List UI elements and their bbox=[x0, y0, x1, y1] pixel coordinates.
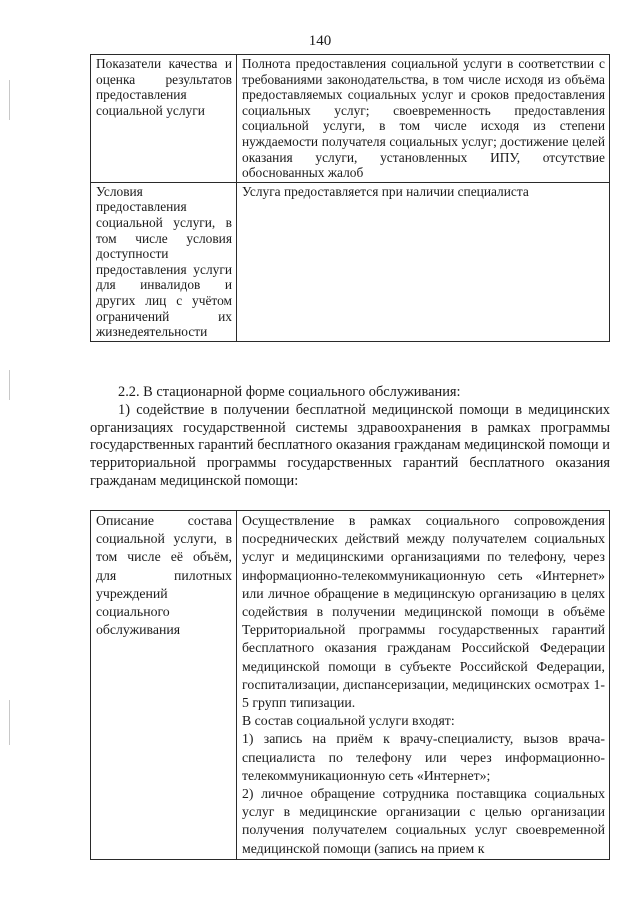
table-row bbox=[91, 511, 610, 860]
section-text bbox=[90, 384, 610, 491]
scan-mark bbox=[9, 370, 10, 400]
description-paragraph: Осуществление в рамках социального сопровождения посреднических действий между получателем социальных услуг и медицинскими организациями по телефону, через информационно-телекоммуникационную сеть «Интернет» или личное обращение в медицинскую организацию в целях содействия в получении медицинской помощи в объёме Территориальной программы государственных гарантий бесплатного оказания гражданам Российской Федерации медицинской помощи в субъекте Российской Федерации, госпитализации, диспансеризации, медицинских осмотрах 1-5 групп типизации. bbox=[242, 513, 605, 711]
row-header-quality-indicators: Показатели качества и оценка результатов предоставления социальной услуги bbox=[91, 55, 237, 183]
description-paragraph: В состав социальной услуги входят: bbox=[242, 713, 455, 729]
row-header-service-description: Описание состава социальной услуги, в том числе её объём, для пилотных учреждений социального обслуживания bbox=[91, 511, 237, 860]
description-paragraph: 2) личное обращение сотрудника поставщика социальных услуг в медицинские организации с целью организации получения получателем социальных услуг своевременной медицинской помощи (запись на прием к bbox=[242, 786, 605, 856]
scan-mark bbox=[9, 700, 10, 745]
service-quality-table bbox=[90, 54, 610, 342]
row-header-service-conditions: Условия предоставления социальной услуги, в том числе условия доступности предоставления услуги для инвалидов и других лиц с учётом ограничений их жизнедеятельности bbox=[91, 182, 237, 341]
description-paragraph: 1) запись на приём к врачу-специалисту, вызов врача-специалиста по телефону или через информационно-телекоммуникационную сеть «Интернет»; bbox=[242, 731, 605, 783]
section-heading: 2.2. В стационарной форме социального обслуживания: bbox=[118, 384, 461, 400]
row-value-service-description bbox=[237, 511, 610, 860]
service-description-table bbox=[90, 510, 610, 860]
row-value-service-conditions: Услуга предоставляется при наличии специалиста bbox=[237, 182, 610, 341]
page-number: 140 bbox=[308, 33, 332, 49]
section-item: 1) содействие в получении бесплатной медицинской помощи в медицинских организациях государственной системы здравоохранения в рамках программы государственных гарантий бесплатного оказания гражданам медицинской помощи и территориальной программы государственных гарантий бесплатного оказания гражданам медицинской помощи: bbox=[90, 401, 610, 489]
row-value-quality-indicators: Полнота предоставления социальной услуги в соответствии с требованиями законодательства, в том числе исходя из объёма предоставляемых социальных услуг и сроков предоставления социальных услуг; своевременность предоставления социальной услуги, в том числе исходя из степени нуждаемости получателя социальных услуг; достижение целей оказания услуги, установленных ИПУ, отсутствие обоснованных жалоб bbox=[237, 55, 610, 183]
table-row bbox=[91, 55, 610, 183]
table-row bbox=[91, 182, 610, 341]
scan-mark bbox=[9, 80, 10, 120]
